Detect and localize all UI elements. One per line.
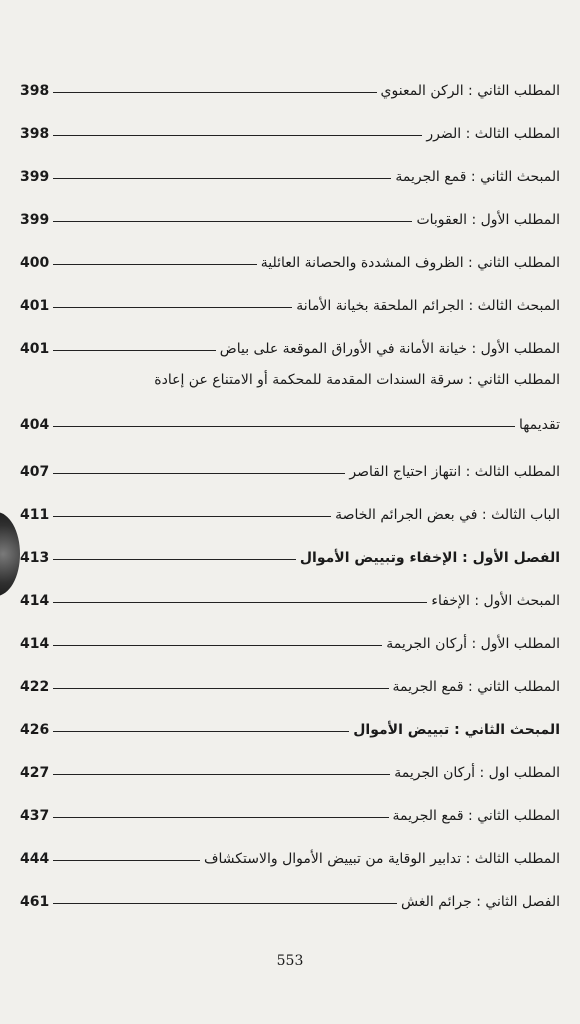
toc-entry-title: المطلب الثالث : تدابير الوقاية من تبييض الأموال والاستكشاف <box>204 851 560 867</box>
toc-leader-line <box>53 473 345 474</box>
toc-entry-title: المبحث الأول : الإخفاء <box>431 593 560 609</box>
toc-entry-title: المطلب الثالث : الضرر <box>426 126 560 142</box>
toc-leader-line <box>53 860 200 861</box>
toc-entry-title: المبحث الثاني : قمع الجريمة <box>395 169 560 185</box>
toc-entry-title: المطلب الأول : العقوبات <box>416 212 560 228</box>
toc-entry-page: 427 <box>20 765 50 781</box>
toc-entry <box>20 611 560 654</box>
toc-entry-title: الفصل الأول : الإخفاء وتبييض الأموال <box>299 550 560 566</box>
toc-leader-line <box>53 731 349 732</box>
toc-entry-page: 414 <box>20 593 50 609</box>
toc-entry-title: المطلب الأول : أركان الجريمة <box>386 636 560 652</box>
toc-leader-line <box>53 817 388 818</box>
toc-entry-title: المطلب اول : أركان الجريمة <box>394 765 560 781</box>
toc-entry-page: 407 <box>20 464 50 480</box>
toc-entry <box>20 316 560 359</box>
toc-entry <box>20 697 560 740</box>
toc-entry-page: 399 <box>20 169 50 185</box>
toc-leader-line <box>53 178 391 179</box>
toc-entry <box>20 58 560 101</box>
page-number: 553 <box>276 953 304 969</box>
toc-entry <box>20 101 560 144</box>
toc-leader-line <box>53 645 382 646</box>
toc-entry-title: المطلب الثاني : الظروف المشددة والحصانة العائلية <box>260 255 560 271</box>
toc-entry-title: المطلب الثاني : سرقة السندات المقدمة للمحكمة أو الامتناع عن إعادة <box>154 372 560 388</box>
toc-entry-page: 404 <box>20 417 50 433</box>
toc-entry-page: 413 <box>20 550 50 566</box>
toc-entry-title: المطلب الثاني : قمع الجريمة <box>392 679 560 695</box>
toc-leader-line <box>53 774 390 775</box>
toc-entry-title: المبحث الثالث : الجرائم الملحقة بخيانة الأمانة <box>296 298 560 314</box>
toc-entry-title: المطلب الأول : خيانة الأمانة في الأوراق الموقعة على بياض <box>219 341 560 357</box>
toc-entry-page: 398 <box>20 83 50 99</box>
binding-hole-shadow <box>0 512 20 596</box>
toc-entry <box>20 187 560 230</box>
toc-entry-page: 414 <box>20 636 50 652</box>
toc-leader-line <box>53 350 216 351</box>
toc-entry-page: 461 <box>20 894 50 910</box>
toc-leader-line <box>53 688 388 689</box>
toc-entry-page: 401 <box>20 298 50 314</box>
toc-leader-line <box>53 559 296 560</box>
toc-leader-line <box>53 264 257 265</box>
toc-leader-line <box>53 221 412 222</box>
toc-entry <box>20 273 560 316</box>
toc-entry-title: الفصل الثاني : جرائم الغش <box>401 894 560 910</box>
toc-entry-title: المطلب الثاني : الركن المعنوي <box>380 83 560 99</box>
toc-entry-page: 411 <box>20 507 50 523</box>
toc-entry <box>20 869 560 912</box>
toc-entry <box>20 783 560 826</box>
toc-entry <box>20 525 560 568</box>
toc-entry-continuation <box>20 397 560 435</box>
toc-entry-page: 398 <box>20 126 50 142</box>
toc-entry-title: الباب الثالث : في بعض الجرائم الخاصة <box>335 507 560 523</box>
toc-entry <box>20 439 560 482</box>
toc-leader-line <box>53 92 376 93</box>
toc-leader-line <box>53 426 515 427</box>
toc-entry <box>20 144 560 187</box>
toc-entry <box>20 568 560 611</box>
toc-entry <box>20 482 560 525</box>
toc-entry <box>20 230 560 273</box>
toc-entry-title: المبحث الثاني : تبييض الأموال <box>353 722 560 738</box>
toc-entry-page: 437 <box>20 808 50 824</box>
toc-entry-page: 444 <box>20 851 50 867</box>
toc-entry-page: 426 <box>20 722 50 738</box>
toc-entry-page: 400 <box>20 255 50 271</box>
toc-leader-line <box>53 307 292 308</box>
toc-entry <box>20 654 560 697</box>
toc-entry <box>20 826 560 869</box>
toc-leader-line <box>53 516 331 517</box>
table-of-contents <box>20 58 560 912</box>
toc-entry-page: 399 <box>20 212 50 228</box>
toc-leader-line <box>53 602 427 603</box>
toc-entry-title-continued: تقديمها <box>518 417 560 433</box>
toc-entry-page: 422 <box>20 679 50 695</box>
toc-leader-line <box>53 135 422 136</box>
toc-entry <box>20 359 560 439</box>
toc-entry-title: المطلب الثاني : قمع الجريمة <box>392 808 560 824</box>
toc-entry-page: 401 <box>20 341 50 357</box>
toc-leader-line <box>53 903 397 904</box>
toc-entry-title: المطلب الثالث : انتهاز احتياج القاصر <box>349 464 560 480</box>
toc-entry <box>20 740 560 783</box>
